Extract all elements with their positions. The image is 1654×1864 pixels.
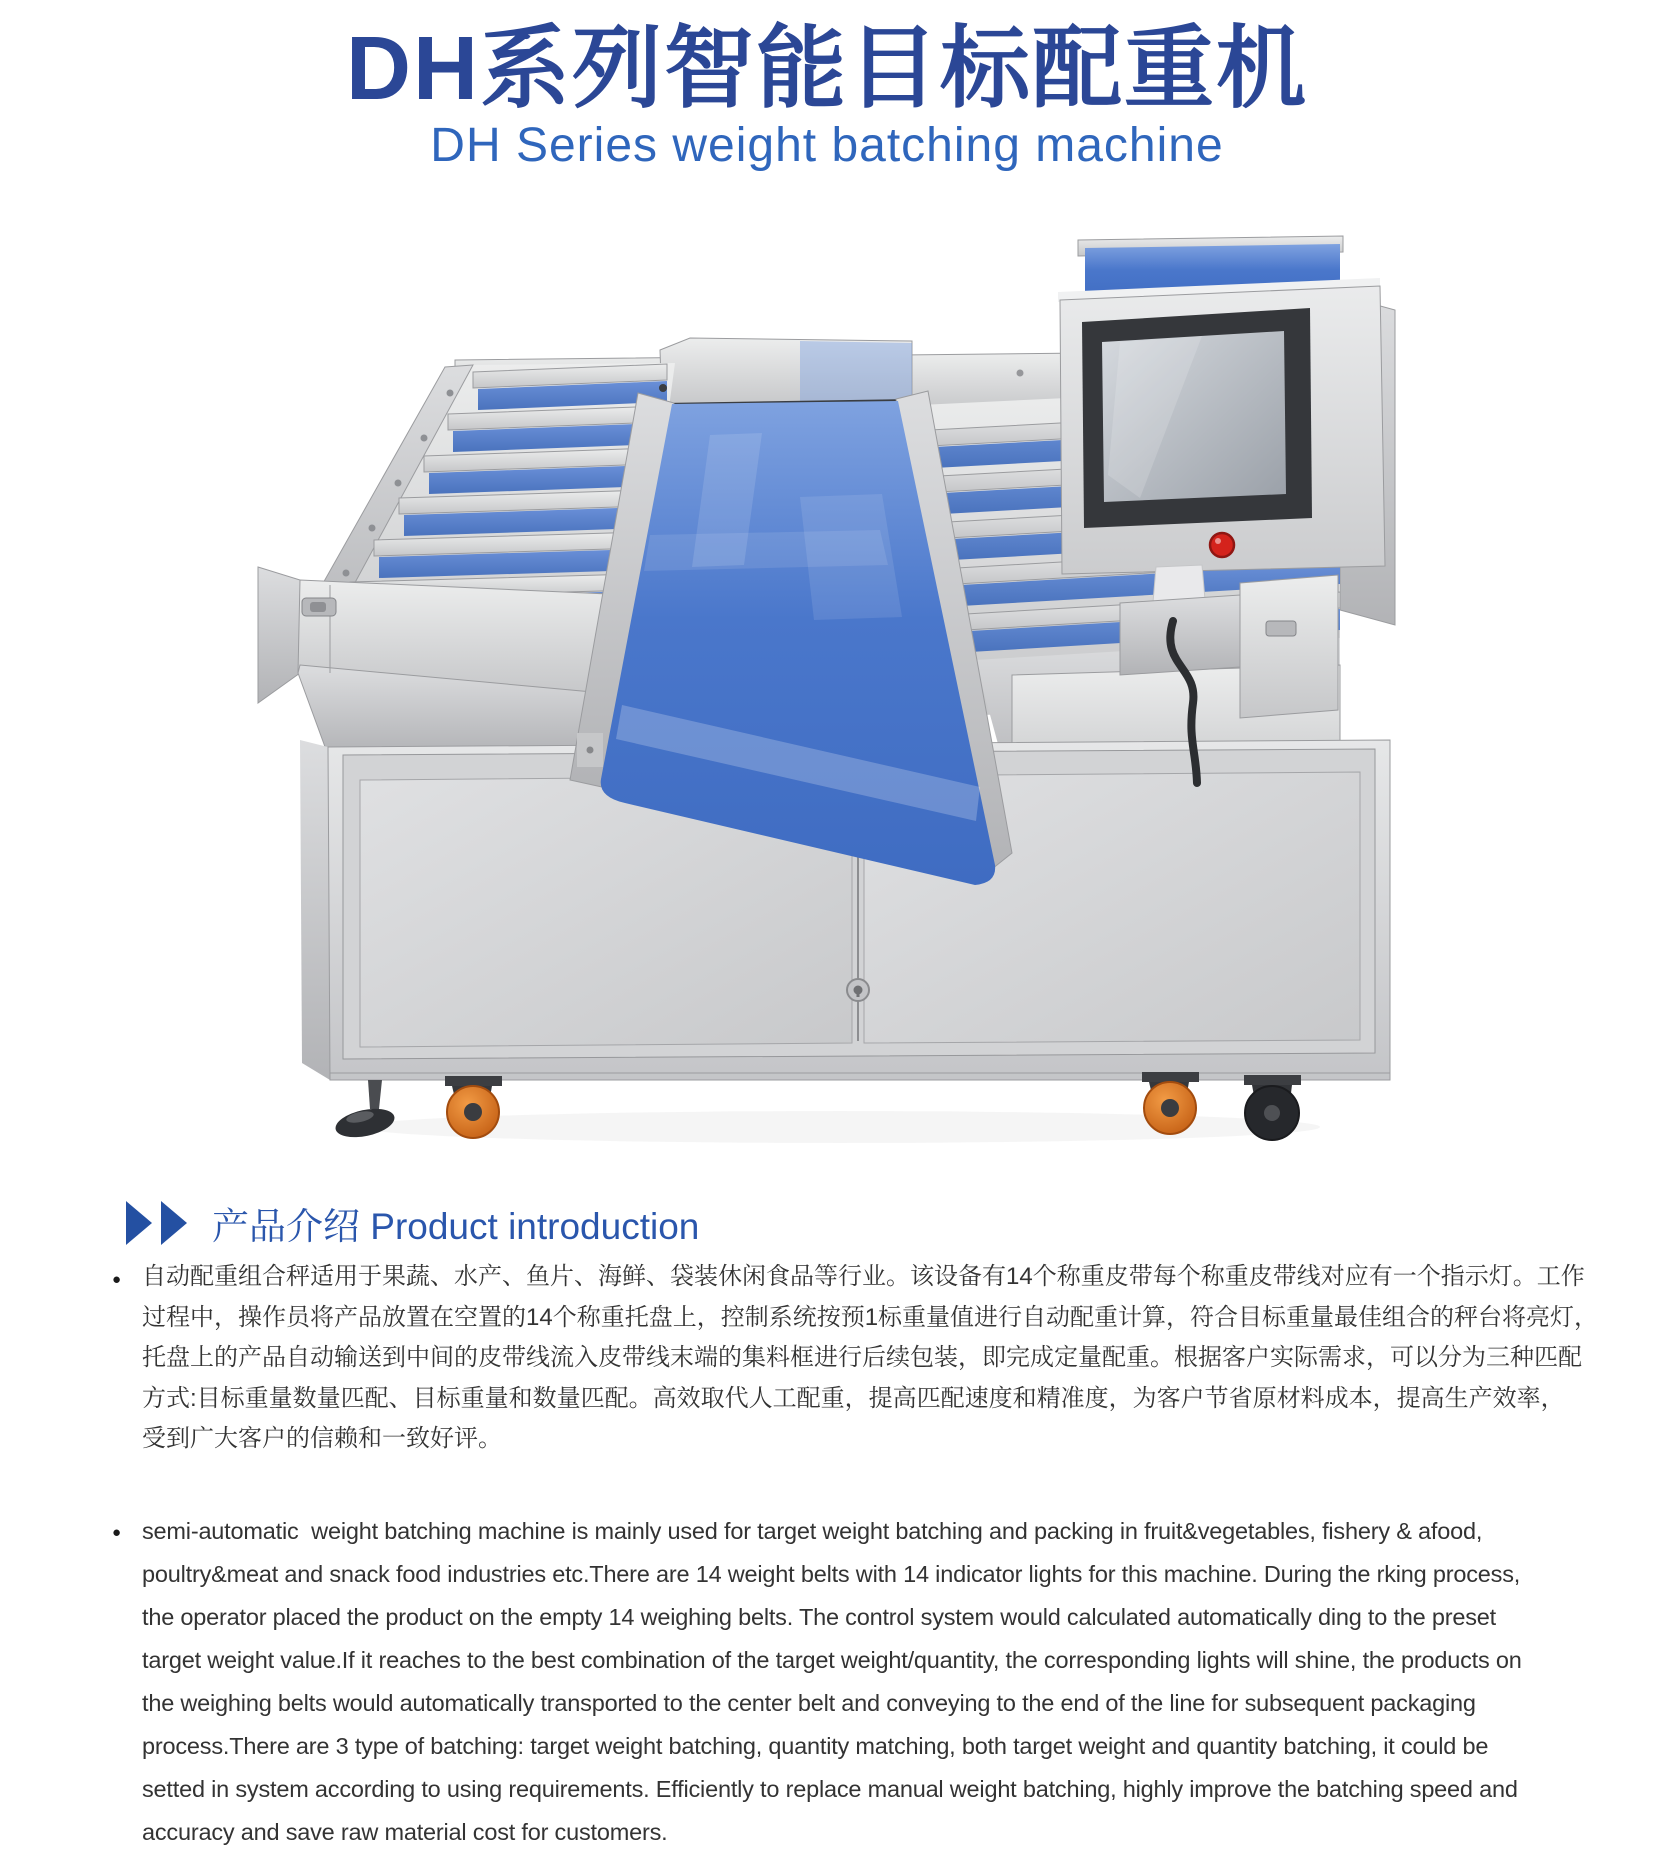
door-lock — [847, 979, 869, 1001]
leveling-foot — [333, 1080, 397, 1142]
intro-en-line: semi-automatic weight batching machine is mainly used for target weight batching and packing in fruit&vegetables, fishery & afood, — [142, 1518, 1483, 1544]
intro-zh-line: 方式:目标重量数量匹配、目标重量和数量匹配。高效取代人工配重，提高匹配速度和精准度，为客户节省原材料成本，提高生产效率， — [142, 1384, 1565, 1412]
weighing-tray-row — [424, 448, 655, 494]
intro-paragraph-zh — [142, 1257, 1598, 1460]
intro-en-line: target weight value.If it reaches to the best combination of the target weight/quantity, the corresponding lights will shine, the products on — [142, 1647, 1522, 1673]
intro-en-line: process.There are 3 type of batching: target weight batching, quantity matching, both target weight and quantity batching, it could be — [142, 1733, 1489, 1759]
caster-wheel — [1142, 1072, 1199, 1134]
page-title: DH系列智能目标配重机 — [346, 19, 1308, 119]
intro-en-line: accuracy and save raw material cost for customers. — [142, 1819, 668, 1845]
weighing-tray-row — [374, 532, 643, 578]
caster-wheel — [1244, 1075, 1301, 1140]
latch-clamp — [1266, 621, 1296, 636]
section-arrow-icon — [161, 1201, 187, 1245]
section-arrow-icon — [126, 1201, 152, 1245]
product-photo — [240, 235, 1420, 1155]
intro-zh-line: 受到广大客户的信赖和一致好评。 — [142, 1425, 502, 1452]
intro-en-line: poultry&meat and snack food industries etc.There are 14 weight belts with 14 indicator lights for this machine. During the rking process, — [142, 1561, 1521, 1587]
intro-en-line: the weighing belts would automatically transported to the center belt and conveying to the end of the line for subsequent packaging — [142, 1690, 1476, 1716]
intro-en-line: setted in system according to using requirements. Efficiently to replace manual weight batching, highly improve the batching speed and — [142, 1776, 1518, 1802]
caster-wheel — [445, 1076, 502, 1138]
bullet-icon: ● — [112, 1271, 122, 1288]
intro-paragraph-en — [142, 1510, 1522, 1854]
weighing-tray-row — [399, 490, 649, 536]
page-subtitle: DH Series weight batching machine — [430, 119, 1224, 172]
machine-illustration — [240, 235, 1420, 1155]
intro-zh-line: 自动配重组合秤适用于果蔬、水产、鱼片、海鲜、袋装休闲食品等行业。该设备有14个称重皮带每个称重皮带线对应有一个指示灯。工作 — [142, 1263, 1585, 1290]
latch-clamp — [302, 598, 336, 616]
section-heading — [126, 1198, 699, 1248]
intro-zh-line: 托盘上的产品自动输送到中间的皮带线流入皮带线末端的集料框进行后续包装，即完成定量配重。根据客户实际需求，可以分为三种匹配 — [142, 1344, 1582, 1371]
emergency-stop-button[interactable] — [1210, 533, 1234, 557]
bullet-icon: ● — [112, 1524, 122, 1541]
intro-en-line: the operator placed the product on the empty 14 weighing belts. The control system would calculated automatically ding to the preset — [142, 1604, 1496, 1630]
intro-zh-line: 过程中，操作员将产品放置在空置的14个称重托盘上，控制系统按预1标重量值进行自动配重计算，符合目标重量最佳组合的秤台将亮灯， — [142, 1303, 1599, 1331]
section-heading-text: 产品介绍 Product introduction — [212, 1206, 700, 1247]
